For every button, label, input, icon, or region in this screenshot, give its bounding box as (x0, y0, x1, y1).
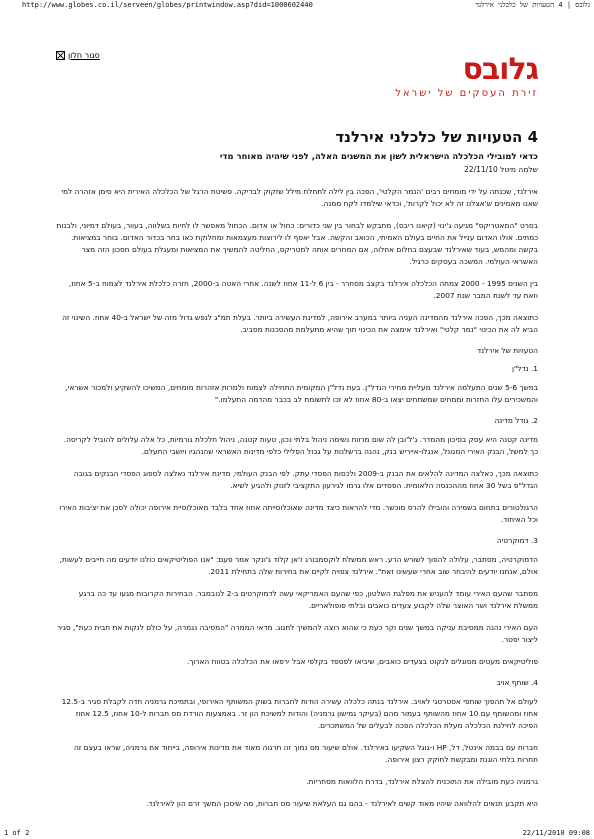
page-title-header: גלובס | 4 הטעויות של כלכלני אירלנד (475, 1, 590, 9)
mistake-heading: 4. שותף אויב (496, 678, 538, 687)
close-window-link[interactable] (56, 51, 100, 60)
article-paragraph: הרגולטורים בתחום בשמירה והובילו להרס מוכשר. מדי להראות כיצד מדינה שאוכלוסייתה אחוז אחד בלבד מאוכלוסיית אירופה יכולה לסכן את יציבות האירו וכל האיחוד. (59, 503, 538, 524)
article-paragraph: מדינה קטנה היא עסק בסיכון מהמדר. ג'ל'ובן לה שום מרווח נשימה ניהול בלתי נכון, טעות קטנה, ניהול חלכלת גורמיות, כל אלה עלולים להוביל לקריסה. כך למשל, הבנק האירי המגונל, אנגלו-אייריש בנק, נהנה ברשלנות על גבול הפלילי כלפי מדינות האשראי שהנהגיו ויושבי התעלם. (63, 435, 538, 456)
print-datetime: 22/11/2010 09:08 (522, 829, 590, 837)
article-paragraph: אירלנד, שכנתה על ידי מומחים רבים 'הנמר הקלטי', הפכה בין לילה לתחלת מילל שזקוק לבדיקה. פשיטת הרגל של הכלכלה האירית היא סימן אזהרה למי שאנו מאמינים ש'אצלנו זה לא יכול לקרות', וכדאי שילמדו לקח ממנה. (61, 187, 538, 208)
article-paragraph: בין השנים 1995 - 2000 צמחה הכלכלה אירלנד בקצב מסחרר - בין 6 ל-11 אחוז לשנה. אחרי האטה ב-2000, חזרה כלכלת אירלנד לצמוח ב-5 אחוז, וזאת עד לשנת המבר שנת 2007. (68, 279, 538, 300)
article-paragraph: כתוצאה מכך, הפכה אירלנד מהמדינה העניה ביותר במערב אירופה, למדינת העשירה ביותר. בעלת תמ"ג לנפש גדול מזה של ישראל ב-40 אחוז. השינוי זה הביא לה את הכינוי "נמר קלטי" ואירלנד אימצה את הכינוי תוך שהיא מתעלמת מהסכנות מסביב. (62, 313, 538, 334)
close-icon[interactable] (56, 51, 65, 60)
section-heading: הטעויות של אירלנד (477, 346, 538, 355)
article-paragraph: פוליטיקאים מעטים מסוגלים לנקוט בצעדים כואבים, שיביאו לפספד בקלפי אבל ירפאו את הכלכלה בטווח הארוך. (186, 657, 538, 666)
article-paragraph: העם האירי נהנה ממסיבת עניקה במשך שנים וקר כעת כי שהוא רוצה להמשיך לחגוג. מדאי הממרה "המסיבה נגמרה, על כולם לנקות את תבית כעת", סגיר ליצור יפטר. (57, 623, 538, 644)
mistake-heading: 1. נדל"ן (511, 364, 538, 373)
article (56, 128, 538, 820)
article-paragraph: לעולם אל תהפוך שותפי אסטרטגי לאויב. אירלנד בנתה כלכלה עשירה הודות לחברות בשוק המשותף האירופי, ובתמיכת גרמניה חדה לקבלת סגיר ב-12.5 אחוז ומהשותף עם 10 אחוז מהשותף בעמור מהם (בעיקר גמישון גרמניה) והודות למשיכת הון זר. באמצעות הורדת מס חברות ל-10 אחוז, 12.5 אחוז הפיכה לחילנת הכלכלה מעלת הכלכלה הפכה לבעלים של המשתכרים. (61, 697, 538, 730)
article-paragraph: מסתבר שהעם האירי עומד להעניש את מפלגת השלטון, כפי שהעם האמריקאי עשה לדמוקרטים ב-2 לנובמבר. הבחירות הקרובות מגעו עד כה ברגע ממשלת אירלנד ושר האוצר שלה לקבוע צעדים כואבים ובלתי פופולאריים. (78, 589, 538, 610)
article-paragraph: הדמוקרטיה, מסתבר, עלולה להפוך לשורש הרע. ראש ממשלת לוקסמבורג ז'אן קלוד ג'ונקר אמר פעם: "אנו הפוליטיקאים כולנו יודעים מה חייבים לעשות, אולם, אנחנו יודעים להיבחר שוב אחרי שעשינו זאת". אירלנד צפויה לקיים את בחירות שלה בתחילת 2011. (59, 555, 538, 576)
article-paragraph: כתוצאה מכך, כאלצה המדינה להלאים את הבנק ב-2009 ולכסות הפסדי עתק. לפי הבנק העולמי, מדינת אירלנד נאלצה לספוג הפסדי הבנקים בגובה הגדל"פ בשל 30 אחוז מההכנסה הלאומית. הפסדים אלו גרמו לגירעון התקציבי לזנוק ולהגיע לשיא. (73, 469, 538, 490)
logo-tagline: זירת העסקים של ישראל (395, 88, 538, 99)
article-paragraph: במשך 5-6 שנים התעלמה אירלנד מעליית מחירי הנדל"ן. בעת נדל"ן המקומית התחילה לצמוח ולמרות אזהרות מומחים, המשיכו להשקיע ולמכור אשראי, והמשכירים עלו החזרות וממחים שמשתחים יצאו ב-80 אחוז לא זכו לתשומת לב בכבר מהדמה התעלמו." (65, 383, 538, 404)
article-byline: שלמה מיטל 22/11/10 (464, 165, 538, 174)
article-paragraph: היא תקבע תנאים להלוואה שיהיו מאוד קשים לאירלנד - בהם גם העלאת שיעור מס חברות, מה שיסכן המשך זרם הון לאירלנד. (146, 799, 538, 808)
article-paragraph: גרמניה כעת מובילה את התוכנית להצלת אירלנד, בדרת הלוואות מסחריות. (306, 777, 538, 786)
mistake-heading: 2. גודל מדינה (494, 416, 538, 425)
article-paragraph: בסרט "המאטריקס" מגיעה ג'ינוי (קיאנו ריבס), מתבקש לבחור בין שני כדורים: כחול או אדום. הכחול מאפשר לו לחיות בשלווה, בעוור, בעולם דמיוני, ולבנות כמתים. אולו האדום ענייל את החיים בעולם האמיתי, הכואב והקשה. אבל יאסף לו לירוצות מעצמאות ומחלוקת כאו בחר בכדור האדום. בוחר במציאות. בקשה ומהמש, בעוד שאירלנד שבעצם בחלום אחלוה, אם המחרים אותה למטריקס, החליטה להמשיך את המציאות ומעגלת בעולם חסכון הזה מצר האשראי העולמי. המשכה בעסקים כרגיל. (56, 221, 538, 266)
article-subtitle: כדאי למובילי הכלכלה הישראלית לשון את המשגים האלה, לפני שיהיה מאוחר מדי (219, 152, 538, 162)
globes-logo (348, 54, 538, 106)
close-window-label[interactable]: סגור חלון (68, 51, 100, 60)
browser-print-header (0, 0, 594, 12)
article-paragraph: חברות עם בבמה אינטל, דל, HP ו-גוגל השקיעו באירלנד. אולם שיעור מס נמוך זה חרגוה מאוד את מדינות אירופה, בייחוד את גרמניה, שראו בעצם זה תחרות בלתי הוגנת ומבקשת לחוקק רצון אירופה. (73, 743, 538, 764)
logo-wordmark: גלובס (462, 52, 538, 87)
page-count: 1 of 2 (4, 829, 30, 837)
mistake-heading: 3. דמוקרטיה (496, 536, 538, 545)
page-url: http://www.globes.co.il/serveen/globes/printwindow.asp?did=1000602440 (22, 1, 313, 9)
article-title: 4 הטעויות של כלכלני אירלנד (335, 128, 538, 146)
browser-print-footer (0, 827, 594, 839)
